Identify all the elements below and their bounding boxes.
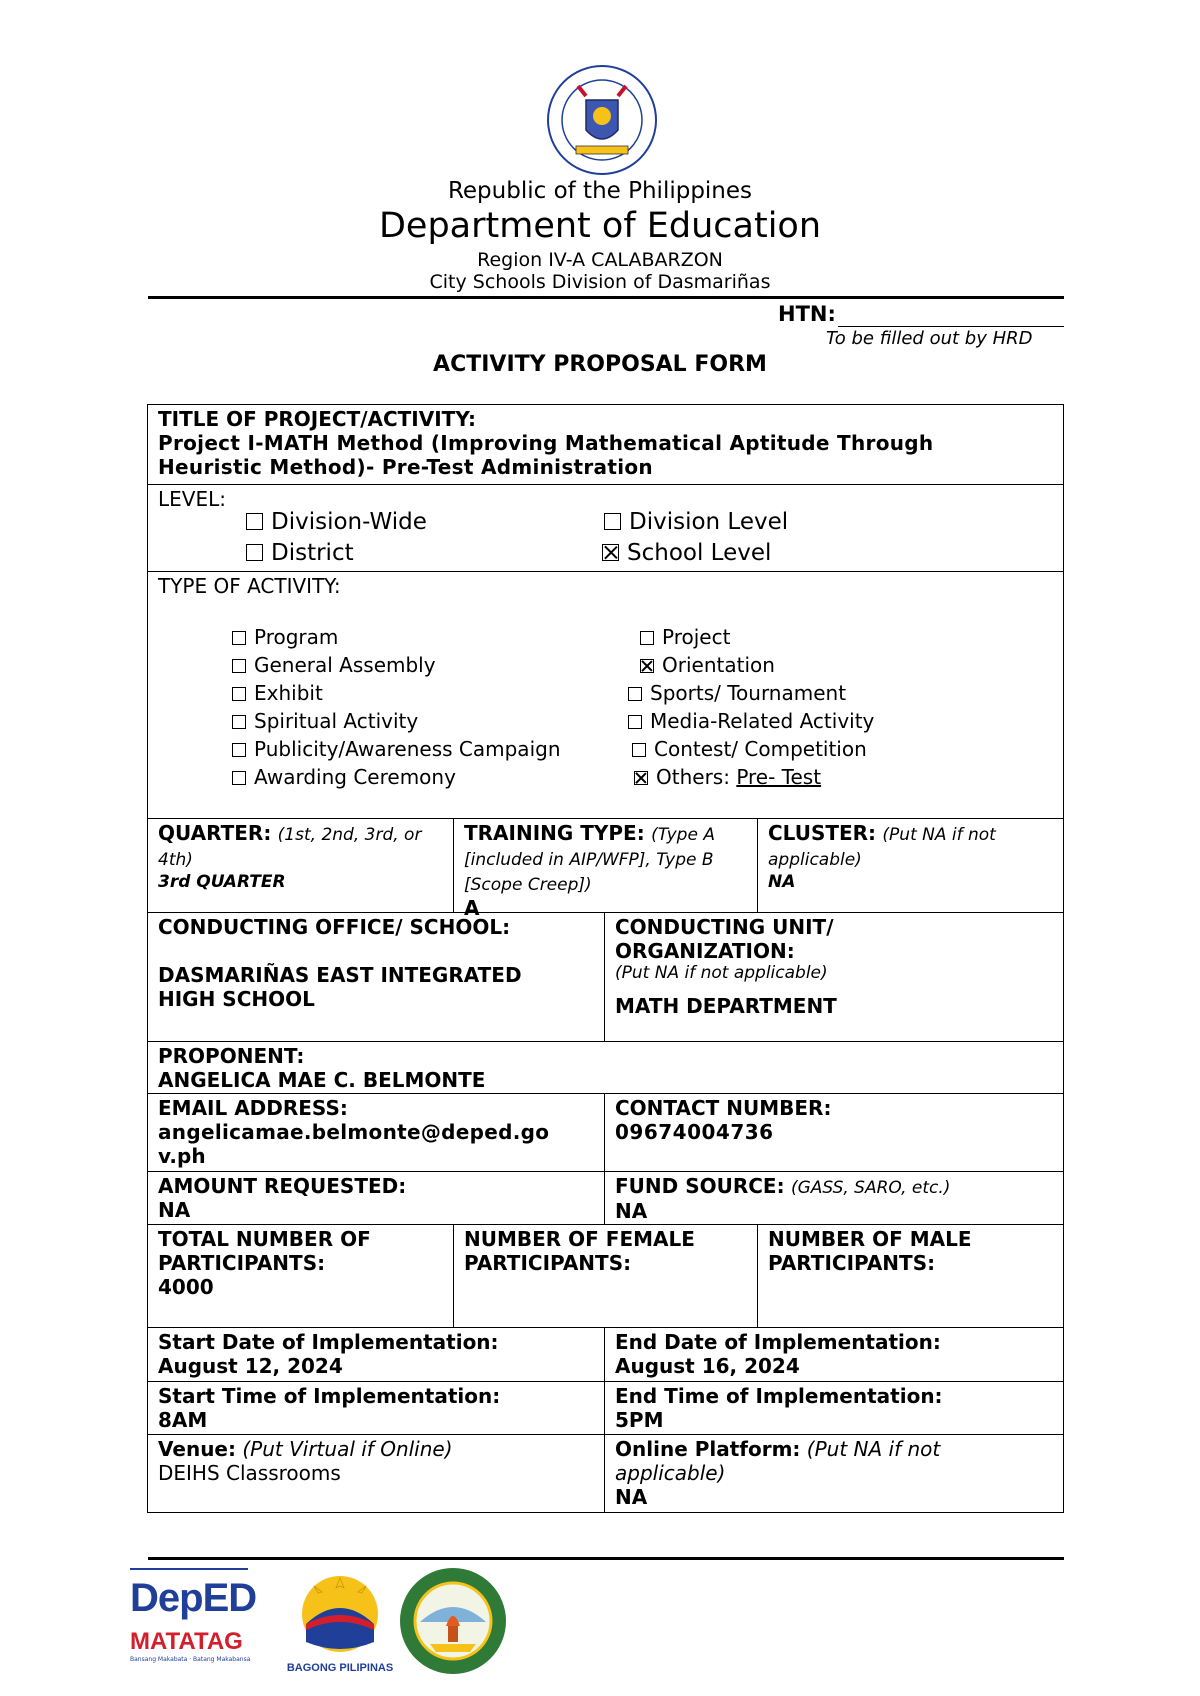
total-participants-cell [147, 1224, 454, 1328]
htn-note: To be filled out by HRD [826, 328, 1033, 349]
conducting-unit-label-2: ORGANIZATION: [615, 939, 795, 963]
end-time-cell [604, 1381, 1064, 1435]
cluster-label: CLUSTER: [768, 821, 877, 845]
checkbox-icon [604, 513, 621, 530]
male-participants-cell [757, 1224, 1064, 1328]
title-label: TITLE OF PROJECT/ACTIVITY: [158, 407, 477, 431]
bagong-pilipinas-logo [280, 1572, 400, 1676]
others-value: Pre- Test [736, 765, 822, 789]
title-line-2: Heuristic Method)- Pre-Test Administration [158, 455, 653, 479]
conducting-office-cell [147, 912, 605, 1042]
end-date-label: End Date of Implementation: [615, 1330, 941, 1354]
platform-value: NA [615, 1485, 648, 1509]
start-date-value: August 12, 2024 [158, 1354, 343, 1378]
level-label: LEVEL: [158, 487, 226, 511]
deped-matatag-logo [130, 1568, 256, 1678]
level-option-district[interactable]: District [246, 539, 354, 567]
republic-text: Republic of the Philippines [447, 178, 753, 204]
checkbox-icon [232, 659, 246, 673]
email-value-2: v.ph [158, 1144, 206, 1168]
fund-value: NA [615, 1199, 648, 1223]
region-text: Region IV-A CALABARZON [477, 249, 723, 271]
training-type-label: TRAINING TYPE: [464, 821, 645, 845]
start-time-cell [147, 1381, 605, 1435]
form-title: ACTIVITY PROPOSAL FORM [433, 352, 767, 377]
level-option-division-level[interactable]: Division Level [604, 508, 788, 536]
platform-hint-1: (Put NA if not [806, 1437, 941, 1461]
title-line-1: Project I-MATH Method (Improving Mathematical Aptitude Through [158, 431, 934, 455]
division-text: City Schools Division of Dasmariñas [429, 271, 771, 293]
proponent-label: PROPONENT: [158, 1044, 305, 1068]
email-label: EMAIL ADDRESS: [158, 1096, 348, 1120]
conducting-unit-label-1: CONDUCTING UNIT/ [615, 915, 834, 939]
activity-option-spiritual[interactable]: Spiritual Activity [232, 709, 418, 733]
activity-option-sports[interactable]: Sports/ Tournament [628, 681, 846, 705]
proponent-value: ANGELICA MAE C. BELMONTE [158, 1068, 486, 1092]
fund-label: FUND SOURCE: [615, 1174, 785, 1198]
venue-label: Venue: [158, 1437, 236, 1461]
htn-line [838, 326, 1064, 327]
conducting-unit-cell [604, 912, 1064, 1042]
checkbox-icon [232, 771, 246, 785]
checkbox-icon [232, 743, 246, 757]
checked-checkbox-icon [640, 659, 654, 673]
training-type-hint: (Type A [included in AIP/WFP], Type B [Scope Creep]) [464, 825, 715, 895]
cluster-value: NA [768, 872, 796, 892]
amount-cell [147, 1171, 605, 1225]
activity-option-publicity[interactable]: Publicity/Awareness Campaign [232, 737, 561, 761]
conducting-unit-value: MATH DEPARTMENT [615, 994, 837, 1018]
quarter-value: 3rd QUARTER [158, 872, 286, 892]
activity-option-awarding[interactable]: Awarding Ceremony [232, 765, 456, 789]
checked-checkbox-icon [602, 544, 619, 561]
cluster-cell [757, 818, 1064, 913]
amount-label: AMOUNT REQUESTED: [158, 1174, 407, 1198]
header-rule [148, 296, 1064, 299]
checkbox-icon [232, 715, 246, 729]
end-time-value: 5PM [615, 1408, 664, 1432]
conducting-office-value-2: HIGH SCHOOL [158, 987, 315, 1011]
start-time-value: 8AM [158, 1408, 208, 1432]
contact-label: CONTACT NUMBER: [615, 1096, 832, 1120]
matatag-wordmark: MATATAG [130, 1628, 243, 1655]
end-time-label: End Time of Implementation: [615, 1384, 943, 1408]
venue-value: DEIHS Classrooms [158, 1461, 341, 1485]
bagong-pilipinas-icon [280, 1572, 400, 1656]
contact-cell [604, 1093, 1064, 1172]
bagong-pilipinas-text: BAGONG PILIPINAS [286, 1662, 394, 1674]
checkbox-icon [246, 544, 263, 561]
total-participants-label-1: TOTAL NUMBER OF [158, 1227, 371, 1251]
checkbox-icon [232, 631, 246, 645]
fund-hint: (GASS, SARO, etc.) [790, 1178, 951, 1198]
male-participants-label-1: NUMBER OF MALE [768, 1227, 972, 1251]
venue-hint: (Put Virtual if Online) [242, 1437, 453, 1461]
footer-rule [148, 1557, 1064, 1560]
cluster-hint: (Put NA if not applicable) [768, 825, 996, 870]
female-participants-label-2: PARTICIPANTS: [464, 1251, 632, 1275]
activity-type-label: TYPE OF ACTIVITY: [158, 574, 341, 598]
quarter-cell [147, 818, 454, 913]
amount-value: NA [158, 1198, 191, 1222]
deped-seal [546, 64, 658, 176]
department-title: Department of Education [378, 206, 822, 246]
email-cell [147, 1093, 605, 1172]
activity-option-general-assembly[interactable]: General Assembly [232, 653, 436, 677]
school-seal [398, 1566, 508, 1676]
checkbox-icon [632, 743, 646, 757]
female-participants-cell [453, 1224, 758, 1328]
start-date-label: Start Date of Implementation: [158, 1330, 499, 1354]
end-date-cell [604, 1327, 1064, 1382]
contact-value: 09674004736 [615, 1120, 774, 1144]
matatag-tagline: Bansang Makabata · Batang Makabansa [130, 1656, 251, 1663]
training-type-cell [453, 818, 758, 920]
start-date-cell [147, 1327, 605, 1382]
platform-hint-2: applicable) [615, 1461, 726, 1485]
checked-checkbox-icon [634, 771, 648, 785]
checkbox-icon [628, 715, 642, 729]
title-cell [147, 404, 1064, 485]
deped-wordmark: DepED [130, 1576, 257, 1620]
activity-option-others[interactable]: Others: Pre- Test [634, 765, 821, 789]
level-option-school-level[interactable]: School Level [602, 539, 771, 567]
quarter-hint: (1st, 2nd, 3rd, or 4th) [158, 825, 422, 870]
total-participants-value: 4000 [158, 1275, 214, 1299]
venue-cell [147, 1434, 605, 1513]
activity-option-orientation[interactable]: Orientation [640, 653, 775, 677]
email-value-1: angelicamae.belmonte@deped.go [158, 1120, 550, 1144]
male-participants-label-2: PARTICIPANTS: [768, 1251, 936, 1275]
training-type-value: A [464, 896, 480, 920]
conducting-office-value-1: DASMARIÑAS EAST INTEGRATED [158, 963, 522, 987]
quarter-label: QUARTER: [158, 821, 272, 845]
proponent-cell [147, 1041, 1064, 1094]
conducting-unit-hint: (Put NA if not applicable) [615, 963, 828, 983]
checkbox-icon [246, 513, 263, 530]
activity-option-contest[interactable]: Contest/ Competition [632, 737, 867, 761]
female-participants-label-1: NUMBER OF FEMALE [464, 1227, 695, 1251]
platform-label: Online Platform: [615, 1437, 801, 1461]
start-time-label: Start Time of Implementation: [158, 1384, 501, 1408]
activity-option-project[interactable]: Project [640, 625, 730, 649]
checkbox-icon [640, 631, 654, 645]
level-option-division-wide[interactable]: Division-Wide [246, 508, 427, 536]
checkbox-icon [232, 687, 246, 701]
activity-option-program[interactable]: Program [232, 625, 338, 649]
fund-cell [604, 1171, 1064, 1225]
end-date-value: August 16, 2024 [615, 1354, 800, 1378]
total-participants-label-2: PARTICIPANTS: [158, 1251, 326, 1275]
platform-cell [604, 1434, 1064, 1513]
checkbox-icon [628, 687, 642, 701]
htn-label: HTN: [778, 302, 836, 326]
conducting-office-label: CONDUCTING OFFICE/ SCHOOL: [158, 915, 511, 939]
activity-option-exhibit[interactable]: Exhibit [232, 681, 323, 705]
activity-option-media[interactable]: Media-Related Activity [628, 709, 874, 733]
